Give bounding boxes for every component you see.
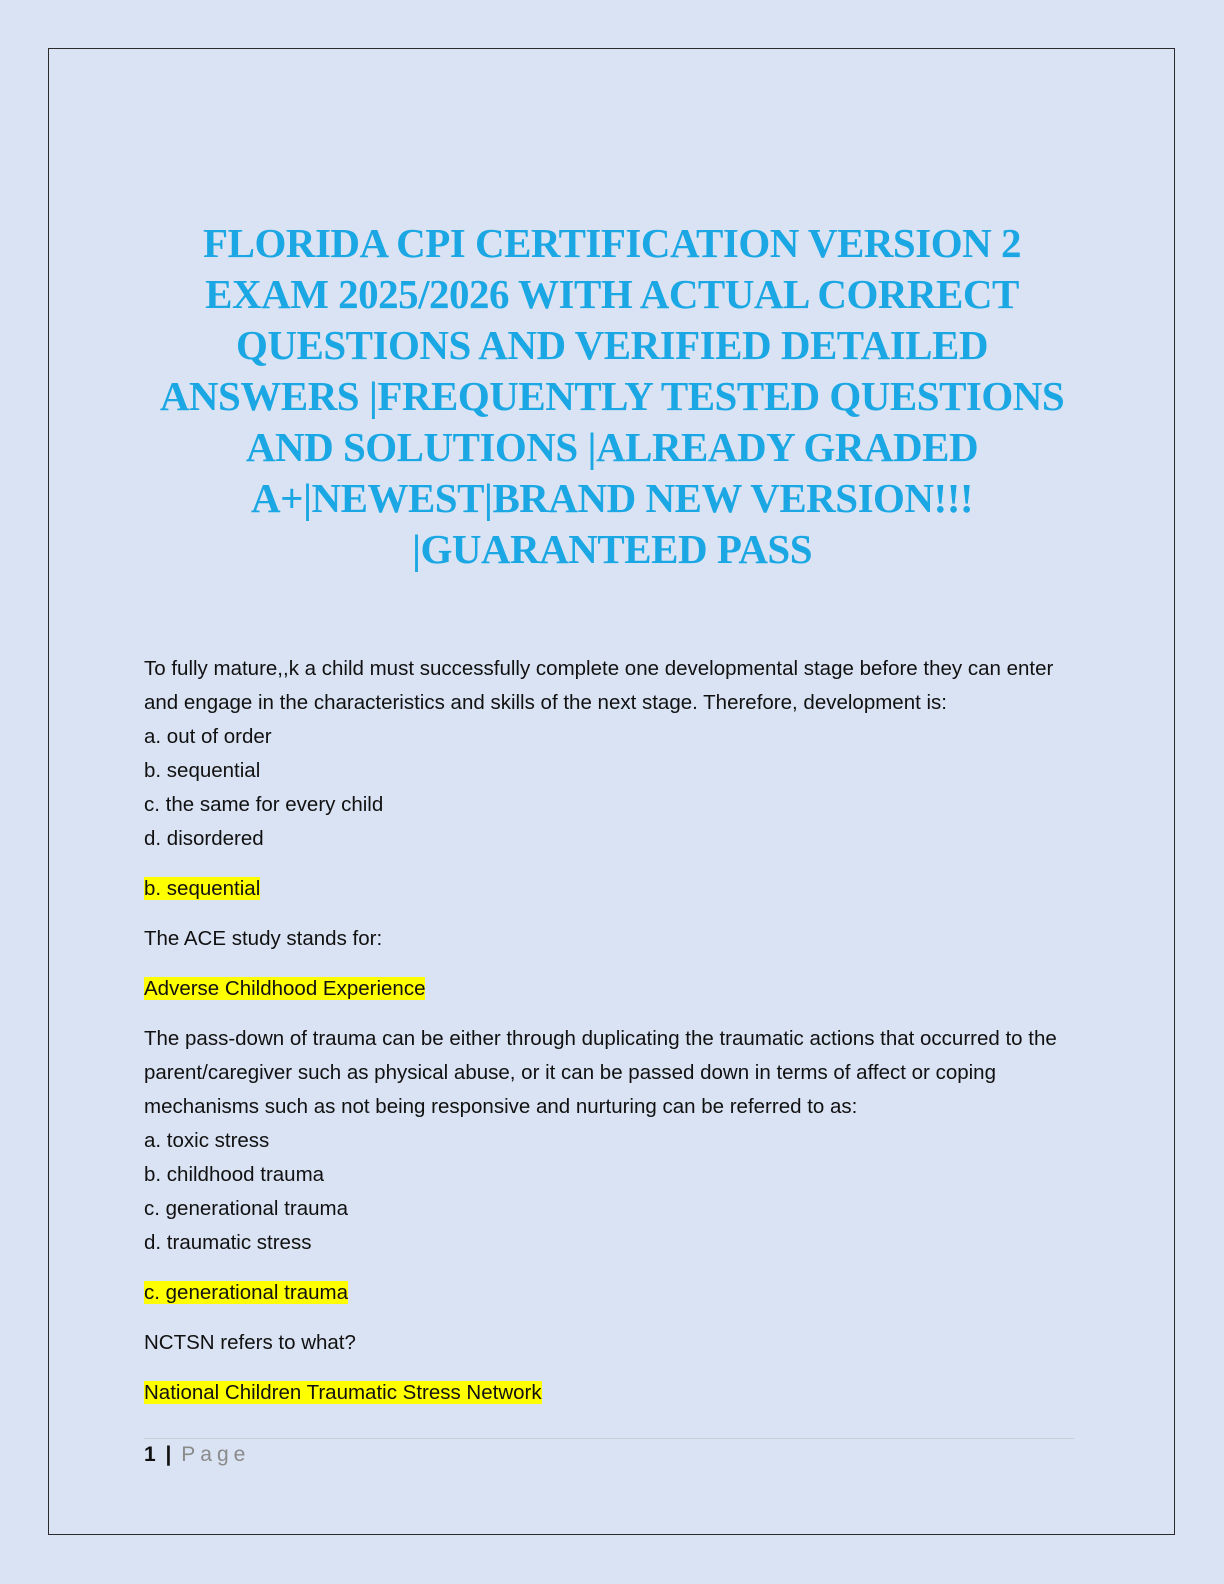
footer-divider <box>144 1438 1074 1439</box>
highlighted-answer <box>144 872 1084 906</box>
answer-text: c. generational trauma <box>144 1281 348 1304</box>
page-number: 1 <box>144 1443 156 1466</box>
page-footer <box>144 1440 250 1470</box>
question-text: The ACE study stands for: <box>144 927 383 950</box>
options-list <box>144 1124 1084 1260</box>
options-list <box>144 720 1084 856</box>
option-item: c. the same for every child <box>144 793 384 816</box>
qa-block-4 <box>144 1326 1084 1410</box>
option-item: b. childhood trauma <box>144 1163 325 1186</box>
option-item: d. disordered <box>144 827 264 850</box>
footer-separator: | <box>165 1443 172 1466</box>
document-title: FLORIDA CPI CERTIFICATION VERSION 2 EXAM 2025/2026 WITH ACTUAL CORRECT QUESTIONS AND VERIFIED DETAILED ANSWERS |FREQUENTLY TESTED QUESTIONS AND SOLUTIONS |ALREADY GRADED A+|NEWEST|BRAND NEW VERSION!!! |GUARANTEED PASS <box>159 220 1065 572</box>
highlighted-answer <box>144 1376 1084 1410</box>
page-label: Page <box>181 1443 251 1466</box>
option-item: a. out of order <box>144 725 272 748</box>
question-text: NCTSN refers to what? <box>144 1331 356 1354</box>
answer-text: Adverse Childhood Experience <box>144 977 426 1000</box>
answer-text: b. sequential <box>144 877 261 900</box>
document-body <box>144 652 1084 1426</box>
highlighted-answer <box>144 1276 1084 1310</box>
qa-block-1 <box>144 652 1084 906</box>
qa-block-2 <box>144 922 1084 1006</box>
highlighted-answer <box>144 972 1084 1006</box>
qa-block-3 <box>144 1022 1084 1310</box>
question-text: To fully mature,,k a child must successfully complete one developmental stage before they can enter and engage in the characteristics and skills of the next stage. Therefore, development is: <box>144 657 1054 714</box>
option-item: a. toxic stress <box>144 1129 270 1152</box>
question-text: The pass-down of trauma can be either through duplicating the traumatic actions that occurred to the parent/caregiver such as physical abuse, or it can be passed down in terms of affect or coping mechanisms such as not being responsive and nurturing can be referred to as: <box>144 1027 1057 1118</box>
option-item: b. sequential <box>144 759 261 782</box>
answer-text: National Children Traumatic Stress Network <box>144 1381 542 1404</box>
option-item: d. traumatic stress <box>144 1231 312 1254</box>
option-item: c. generational trauma <box>144 1197 348 1220</box>
